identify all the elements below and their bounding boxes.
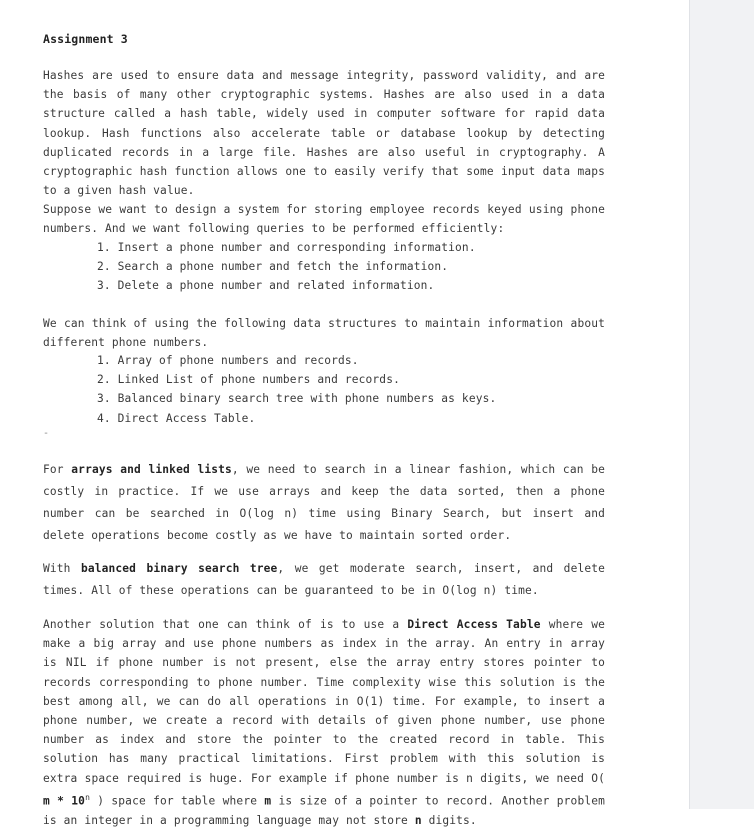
list-item: 2. Search a phone number and fetch the information.	[97, 260, 449, 274]
list-item: 1. Array of phone numbers and records.	[97, 354, 359, 367]
list-item: 3. Balanced binary search tree with phone numbers as keys.	[97, 392, 497, 406]
dat-pre: Another solution that one can think of is to use a	[43, 618, 408, 631]
list-item: 2. Linked List of phone numbers and records.	[97, 373, 400, 387]
structures-list	[97, 351, 496, 428]
arrays-pre: For	[43, 463, 72, 476]
assignment-heading: Assignment 3	[43, 32, 128, 46]
dat-end: digits.	[421, 813, 477, 827]
bst-post: , we get moderate search, insert, and delete times. All of these operations can be guaranteed to be in O(log n) time.	[43, 562, 605, 597]
problem-paragraph: Suppose we want to design a system for storing employee records keyed using phone numbers. And we want following queries to be performed efficiently:	[43, 203, 605, 236]
dat-bold-term: Direct Access Table	[407, 618, 541, 631]
bst-pre: With	[43, 562, 81, 575]
bst-paragraph	[43, 558, 605, 602]
direct-access-paragraph	[43, 615, 605, 830]
bst-bold-term: balanced binary search tree	[80, 562, 278, 575]
dat-mid: where we make a big array and use phone numbers as index in the array. An entry in array is NIL if phone number is not present, else the array entry stores pointer to records corresponding to phone number. Time complexity wise this solution is the best among all, we can do all operations in O(1) time. For example, to insert a phone number, we create a record with details of given phone number, use phone number as index and store the pointer to the created record in table. This solution has many practical limitations. First problem with this solution is extra space required is huge. For example if phone number is n digits, we need O(	[43, 618, 605, 785]
list-item: 1. Insert a phone number and corresponding information.	[97, 241, 476, 254]
dat-after-formula: ) space for table where	[90, 794, 265, 808]
structures-intro-paragraph: We can think of using the following data structures to maintain information about different phone numbers.	[43, 317, 605, 350]
digits-n: n	[414, 813, 422, 827]
right-gutter	[689, 0, 754, 809]
arrays-post: , we need to search in a linear fashion, which can be costly in practice. If we use arrays and keep the data sorted, then a phone number can be searched in O(log n) time using Binary Search, but insert and delete operations become costly as we have to maintain sorted order.	[43, 463, 605, 542]
formula-star: *	[49, 794, 72, 808]
intro-paragraph: Hashes are used to ensure data and message integrity, password validity, and are the basis of many other cryptographic systems. Hashes are also used in a data structure called a hash table, widely used in computer software for rapid data lookup. Hash functions also accelerate table or database lookup by detecting duplicated records in a large file. Hashes are also useful in cryptography. A cryptographic hash function allows one to easily verify that some input data maps to a given hash value.	[43, 69, 605, 198]
list-item: 3. Delete a phone number and related information.	[97, 279, 435, 293]
formula-exponent: n	[85, 792, 91, 802]
formula-m: m	[43, 794, 50, 808]
stray-dash: -	[43, 428, 50, 439]
pointer-size-m: m	[264, 794, 272, 808]
arrays-bold-term: arrays and linked lists	[71, 463, 232, 476]
list-item: 4. Direct Access Table.	[97, 411, 256, 425]
arrays-paragraph	[43, 459, 605, 547]
queries-list	[97, 238, 476, 296]
dat-after-m: is size of a pointer to record. Another problem is an integer in a programming language may not store	[43, 794, 605, 827]
formula-ten: 10	[71, 794, 86, 808]
